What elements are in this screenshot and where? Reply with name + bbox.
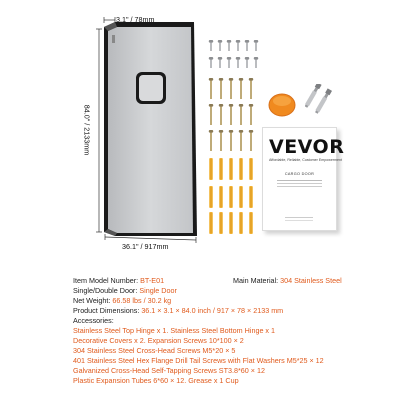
self-tapping-screw [249, 130, 253, 151]
self-tapping-screw [209, 104, 213, 125]
spec-material: Main Material: 304 Stainless Steel [233, 276, 342, 285]
plastic-expansion-tube [239, 158, 243, 180]
self-tapping-screw [249, 104, 253, 125]
self-tapping-screw [239, 104, 243, 125]
self-tapping-screw [219, 78, 223, 99]
manual-footer-text [285, 217, 313, 218]
cross-head-screw [209, 57, 213, 68]
plastic-expansion-tube [219, 186, 223, 208]
spec-door-type: Single/Double Door: Single Door [73, 286, 177, 295]
plastic-expansion-tube [229, 186, 233, 208]
dimension-top-width: 3.1" / 78mm [116, 15, 155, 24]
dimension-bottom-width: 36.1" / 917mm [122, 242, 169, 251]
dimension-height: 84.0" / 2133mm [82, 104, 92, 156]
self-tapping-screw [229, 104, 233, 125]
vevor-logo: VEVOR [269, 136, 345, 158]
cross-head-screw [227, 40, 231, 51]
cross-head-screw [245, 40, 249, 51]
cross-head-screw [218, 40, 222, 51]
plastic-expansion-tube [249, 212, 253, 234]
plastic-expansion-tube [249, 186, 253, 208]
self-tapping-screw [219, 130, 223, 151]
accessory-item: 304 Stainless Steel Cross-Head Screws M5*20 × 5 [73, 346, 236, 355]
plastic-expansion-tube [219, 212, 223, 234]
self-tapping-screw [209, 130, 213, 151]
plastic-expansion-tube [229, 212, 233, 234]
cross-head-screw [227, 57, 231, 68]
expansion-bolt-icon [305, 84, 345, 122]
plastic-expansion-tube [209, 158, 213, 180]
plastic-expansion-tube [239, 212, 243, 234]
cross-head-screw [254, 57, 258, 68]
accessory-item: Galvanized Cross-Head Self-Tapping Screws ST3.8*60 × 12 [73, 366, 265, 375]
plastic-expansion-tube [229, 158, 233, 180]
product-manual-box [262, 127, 345, 231]
manual-title: CARGO DOOR [284, 172, 315, 176]
accessory-item: Plastic Expansion Tubes 6*60 × 12. Grease x 1 Cup [73, 376, 239, 385]
specifications-section [0, 262, 416, 416]
plastic-expansion-tube [219, 158, 223, 180]
plastic-expansion-tube [239, 186, 243, 208]
plastic-expansion-tube [209, 212, 213, 234]
self-tapping-screw [229, 78, 233, 99]
cross-head-screw [218, 57, 222, 68]
vevor-tagline: Affordable, Reliable, Customer Empowerment [269, 158, 343, 162]
spec-accessories-label: Accessories: [73, 316, 114, 325]
accessory-item: 401 Stainless Steel Hex Flange Drill Tail Screws with Flat Washers M5*25 × 12 [73, 356, 324, 365]
self-tapping-screw [209, 78, 213, 99]
self-tapping-screw [239, 130, 243, 151]
cross-head-screw [254, 40, 258, 51]
plastic-expansion-tube [209, 186, 213, 208]
self-tapping-screw [229, 130, 233, 151]
self-tapping-screw [219, 104, 223, 125]
grease-cup-icon [267, 92, 297, 118]
spec-item-model: Item Model Number: BT-E01 [73, 276, 165, 285]
cross-head-screw [236, 40, 240, 51]
self-tapping-screw [239, 78, 243, 99]
spec-net-weight: Net Weight: 66.58 lbs / 30.2 kg [73, 296, 172, 305]
plastic-expansion-tube [249, 158, 253, 180]
cross-head-screw [245, 57, 249, 68]
spec-product-dimensions: Product Dimensions: 36.1 × 3.1 × 84.0 inch / 917 × 78 × 2133 mm [73, 306, 284, 315]
self-tapping-screw [249, 78, 253, 99]
accessory-item: Stainless Steel Top Hinge x 1. Stainless Steel Bottom Hinge x 1 [73, 326, 276, 335]
accessory-item: Decorative Covers x 2. Expansion Screws 10*100 × 2 [73, 336, 244, 345]
manual-text-lines [277, 180, 322, 181]
cross-head-screw [209, 40, 213, 51]
cross-head-screw [236, 57, 240, 68]
